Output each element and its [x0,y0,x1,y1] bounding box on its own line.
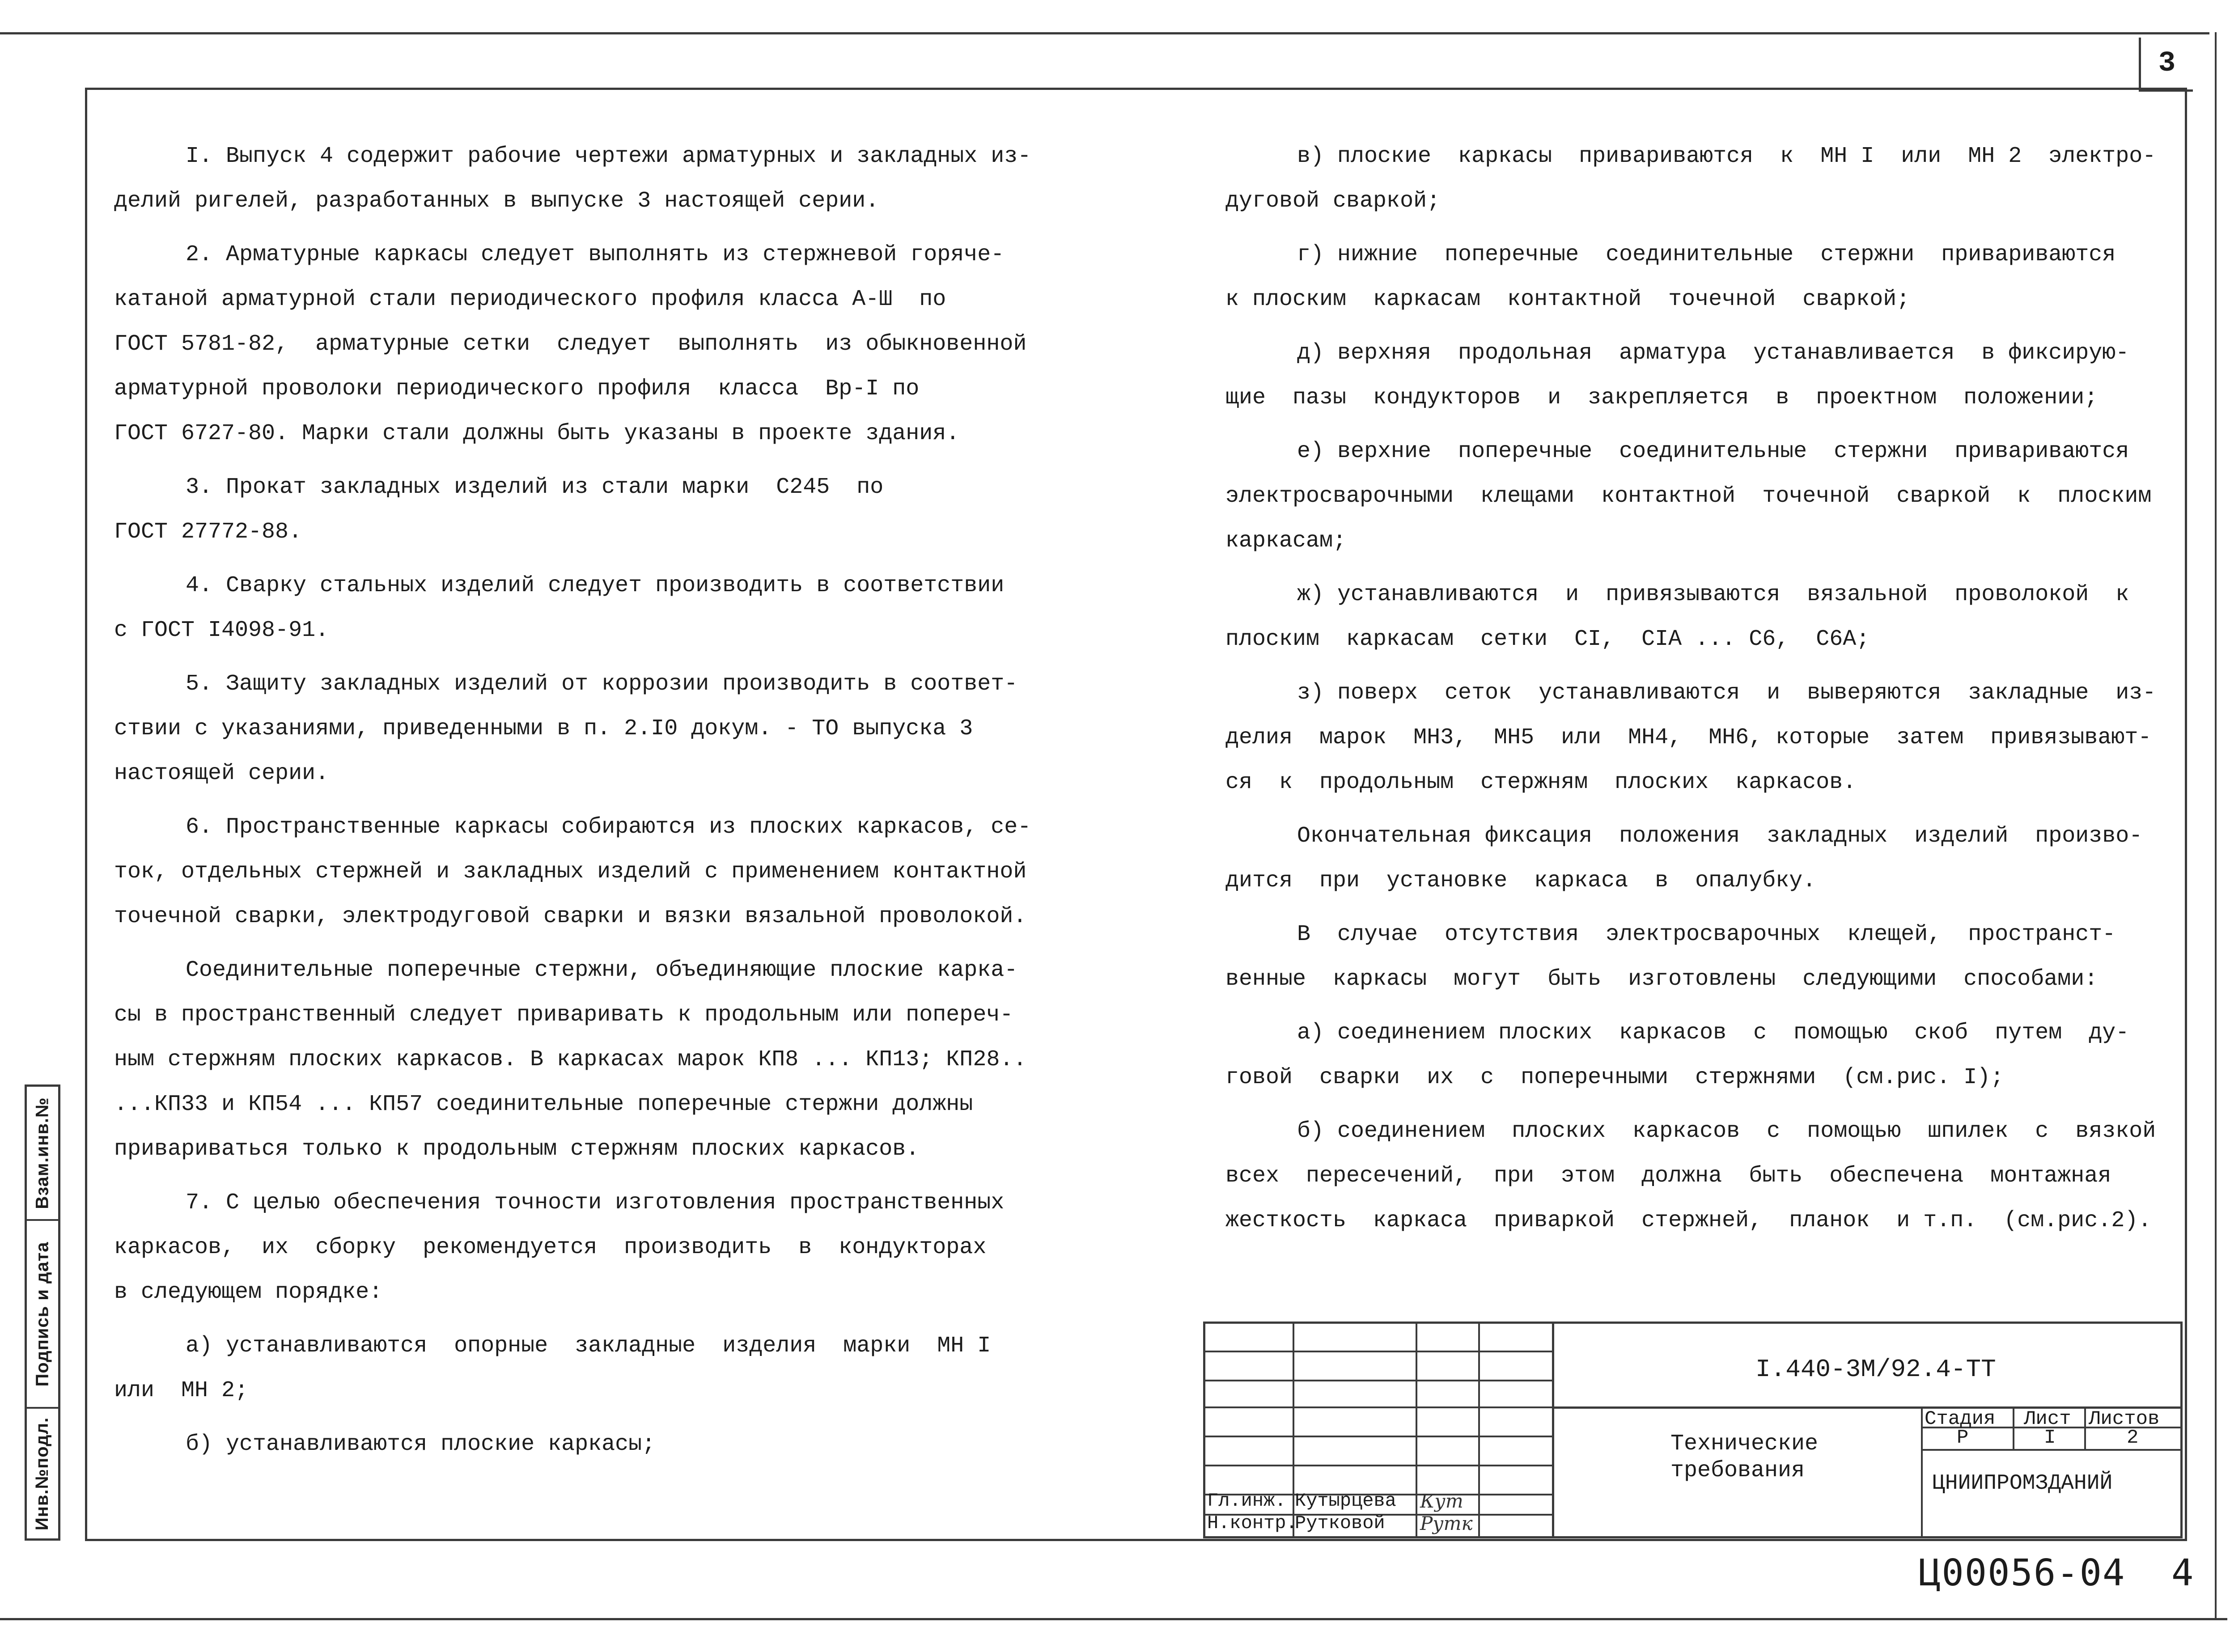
name-chief-engineer: Кутырцева [1295,1490,1396,1512]
paragraph-gap [114,224,1076,233]
text-line: г) нижние поперечные соединительные стержни привариваются [1297,242,2116,267]
text-line: ток, отдельных стержней и закладных изделий с применением контактной [114,859,1027,885]
stage-header: Стадия [1925,1408,1996,1430]
text-line: Соединительные поперечные стержни, объединяющие плоские карка- [186,957,1018,983]
side-cell-podpis [27,1221,58,1409]
sheets-header: Листов [2089,1408,2160,1430]
paragraph-gap [1225,903,2187,912]
text-line: 7. С целью обеспечения точности изготовления пространственных [186,1190,1005,1216]
frame-left [85,88,87,1541]
signature-norm-control: Рутк [1420,1512,1473,1534]
text-line: 3. Прокат закладных изделий из стали марки С245 по [186,474,884,500]
paragraph-gap [1225,420,2187,429]
side-label-podpis: Подпись и дата [32,1241,52,1386]
text-line: или МН 2; [114,1378,249,1403]
title-line-1: Технические [1670,1431,1819,1457]
text-line: щие пазы кондукторов и закрепляется в проектном положении; [1225,385,2098,411]
text-line: электросварочными клещами контактной точечной сваркой к плоским [1225,483,2152,509]
text-line: б) устанавливаются плоские каркасы; [186,1432,656,1457]
title-block [1203,1322,2183,1538]
side-label-vzam: Взам.инв.№ [32,1097,52,1209]
text-line: каркасам; [1225,528,1347,554]
page-number: 3 [2139,38,2193,92]
text-line: I. Выпуск 4 содержит рабочие чертежи арматурных и закладных из- [186,144,1031,169]
title-line-2: требования [1670,1458,1805,1483]
paragraph-gap [114,555,1076,563]
tb-right-v1 [1921,1406,1923,1536]
text-line: ным стержням плоских каркасов. В каркасах марок КП8 ... КП13; КП28.. [114,1047,1027,1072]
text-line: настоящей серии. [114,761,329,786]
text-line: катаной арматурной стали периодического профиля класса А-Ш по [114,287,946,312]
stage-value: Р [1957,1427,1969,1449]
document-id: Ц00056-04 4 [1919,1552,2195,1594]
text-line: делия марок МН3, МН5 или МН4, МН6, которые затем привязывают- [1225,725,2152,750]
text-line: ГОСТ 27772-88. [114,519,302,545]
text-line: ж) устанавливаются и привязываются вязальной проволокой к [1297,582,2129,607]
text-line: говой сварки их с поперечными стержнями (см.рис. I); [1225,1065,2004,1090]
right-border [2215,32,2217,1620]
text-line: каркасов, их сборку рекомендуется производить в кондукторах [114,1235,987,1260]
paragraph-gap [1225,805,2187,814]
text-line: арматурной проволоки периодического профиля класса Вр-I по [114,376,920,402]
paragraph-gap [1225,662,2187,671]
text-line: ствии с указаниями, приведенными в п. 2.I0 докум. - ТО выпуска 3 [114,716,973,741]
tb-grid-h4 [1205,1436,1552,1437]
paragraph-gap [1225,1100,2187,1109]
text-line: а) соединением плоских каркасов с помощью скоб путем ду- [1297,1020,2129,1046]
text-line: жесткость каркаса приваркой стержней, планок и т.п. (см.рис.2). [1225,1208,2152,1233]
text-line: д) верхняя продольная арматура устанавливается в фиксирую- [1297,340,2129,366]
text-line: б) соединением плоских каркасов с помощью шпилек с вязкой [1297,1118,2156,1144]
side-cell-inv [27,1409,58,1538]
text-line: ...КП33 и КП54 ... КП57 соединительные поперечные стержни должны [114,1092,973,1117]
top-border [0,32,2209,34]
sheet-header: Лист [2024,1408,2071,1430]
role-norm-control: Н.контр. [1207,1512,1297,1534]
name-norm-control: Рутковой [1295,1512,1385,1534]
text-line: 2. Арматурные каркасы следует выполнять из стержневой горяче- [186,242,1005,267]
side-cell-vzam [27,1087,58,1221]
paragraph-gap [114,939,1076,948]
tb-grid-h3 [1205,1406,1552,1408]
text-line: 5. Защиту закладных изделий от коррозии производить в соответ- [186,671,1018,697]
text-line: дуговой сваркой; [1225,188,1441,214]
role-chief-engineer: Гл.инж. [1207,1490,1286,1512]
text-line: дится при установке каркаса в опалубку. [1225,868,1816,894]
paragraph-gap [114,1413,1076,1422]
text-line: делий ригелей, разработанных в выпуске 3 настоящей серии. [114,188,879,214]
tb-grid-h5 [1205,1465,1552,1466]
text-line: венные каркасы могут быть изготовлены следующими способами: [1225,966,2098,992]
text-line: ся к продольным стержням плоских каркасов. [1225,770,1857,795]
paragraph-gap [114,1315,1076,1324]
text-line: сы в пространственный следует приваривать к продольным или попереч- [114,1002,1013,1028]
right-text-column [1225,134,2187,1243]
organization: ЦНИИПРОМЗДАНИЙ [1932,1471,2113,1495]
side-label-inv: Инв.№подл. [32,1417,52,1530]
text-line: к плоским каркасам контактной точечной сваркой; [1225,287,1910,312]
paragraph-gap [114,456,1076,465]
text-line: точечной сварки, электродуговой сварки и вязки вязальной проволокой. [114,904,1027,929]
paragraph-gap [1225,322,2187,331]
sheet-value: I [2044,1427,2056,1449]
text-line: всех пересечений, при этом должна быть обеспечена монтажная [1225,1163,2111,1189]
text-line: в следующем порядке: [114,1279,383,1305]
tb-grid-h2 [1205,1380,1552,1381]
tb-grid-v3 [1478,1324,1480,1536]
text-line: с ГОСТ I4098-91. [114,618,329,643]
tb-right-h3 [1921,1449,2180,1451]
text-line: 4. Сварку стальных изделий следует производить в соответствии [186,573,1005,598]
text-line: плоским каркасам сетки СI, СIА ... С6, С6А; [1225,627,1870,652]
designation: I.440-3М/92.4-ТТ [1755,1355,1996,1384]
tb-grid-v2 [1416,1324,1417,1536]
sheets-value: 2 [2127,1427,2139,1449]
tb-grid-h1 [1205,1351,1552,1352]
text-line: в) плоские каркасы привариваются к МН I или МН 2 электро- [1297,144,2156,169]
signature-chief-engineer: Кут [1420,1490,1463,1512]
paragraph-gap [114,1172,1076,1181]
paragraph-gap [1225,224,2187,233]
text-line: В случае отсутствия электросварочных клещей, пространст- [1297,922,2116,947]
paragraph-gap [114,653,1076,662]
tb-grid-v4 [1552,1324,1554,1536]
text-line: з) поверх сеток устанавливаются и выверяются закладные из- [1297,680,2156,706]
text-line: ГОСТ 6727-80. Марки стали должны быть указаны в проекте здания. [114,421,960,446]
tb-right-h1 [1552,1406,2180,1409]
tb-grid-v1 [1293,1324,1294,1536]
left-text-column [114,134,1076,1467]
frame-top [85,88,2187,90]
paragraph-gap [1225,1002,2187,1011]
text-line: Окончательная фиксация положения закладных изделий произво- [1297,823,2143,849]
text-line: ГОСТ 5781-82, арматурные сетки следует выполнять из обыкновенной [114,331,1027,357]
frame-bottom [85,1539,2187,1541]
text-line: привариваться только к продольным стержням плоских каркасов. [114,1136,920,1162]
paragraph-gap [114,796,1076,805]
bottom-border [0,1618,2227,1620]
text-line: 6. Пространственные каркасы собираются из плоских каркасов, се- [186,814,1031,840]
paragraph-gap [1225,563,2187,572]
text-line: а) устанавливаются опорные закладные изделия марки МН I [186,1333,991,1359]
text-line: е) верхние поперечные соединительные стержни привариваются [1297,439,2129,464]
side-stamp [25,1084,60,1541]
